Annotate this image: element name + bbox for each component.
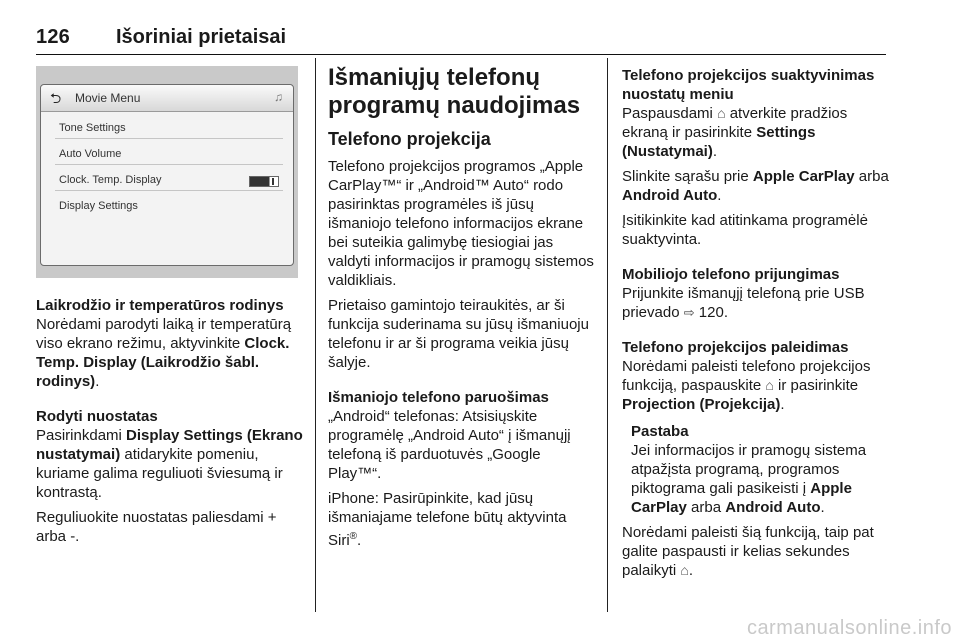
screenshot-menu-item: Tone Settings [55,113,283,139]
ensure-paragraph: Įsitikinkite kad atitinkama programėlė suaktyvinta. [622,212,868,248]
android-paragraph: „Android“ telefonas: Atsisiųskite programėlę „Android Auto“ į išmanųjį telefoną iš parduotuvės „Google Play™“. [328,408,571,482]
launch-heading: Telefono projekcijos paleidimas [622,339,849,356]
back-arrow-icon: ⮌ [50,90,62,106]
clock-temp-paragraph: Norėdami parodyti laiką ir temperatūrą viso ekrano režimu, aktyvinkite Clock. Temp. Display (Laikrodžio šabl. rodinys). [36,316,292,390]
page-number: 126 [36,26,70,48]
screenshot-menu-item: Display Settings [59,200,138,212]
home-icon: ⌂ [680,562,689,578]
toggle-switch-icon [249,176,279,187]
activation-heading: Telefono projekcijos suaktyvinimas nuostatų meniu [622,67,875,103]
home-icon: ⌂ [717,105,726,121]
right-column [622,66,890,580]
screenshot-menu-item: Auto Volume [55,139,283,165]
home-icon: ⌂ [765,377,774,393]
screenshot-titlebar [41,85,293,112]
watermark: carmanualsonline.info [746,617,952,639]
screenshot-menu-title: Movie Menu [75,91,141,105]
display-settings-paragraph: Pasirinkdami Display Settings (Ekrano nustatymai) atidarykite pomeniu, kuriame galima reguliuoti šviesumą ir kontrastą. [36,427,303,501]
display-settings-heading: Rodyti nuostatas [36,408,158,425]
note-block [622,422,890,517]
middle-column [328,64,596,550]
note-title: Pastaba [631,423,689,440]
page-title: Išoriniai prietaisai [116,26,287,48]
activation-paragraph: Paspausdami ⌂ atverkite pradžios ekraną ir pasirinkite Settings (Nustatymai). [622,105,848,160]
compatibility-paragraph: Prietaiso gamintojo teiraukitės, ar ši funkcija suderinama su jūsų išmaniuoju telefonu ir ar ši programa veikia jūsų šalyje. [328,297,589,371]
connect-heading: Mobiliojo telefono prijungimas [622,266,840,283]
page-header [36,14,886,54]
page-reference-arrow-icon: ⇨ [683,305,695,320]
phone-prep-heading: Išmaniojo telefono paruošimas [328,389,549,406]
screenshot-screen [40,84,294,266]
screenshot-menu-item-label: Clock. Temp. Display [59,174,162,186]
adjust-paragraph: Reguliuokite nuostatas paliesdami + arba -. [36,509,277,545]
scroll-paragraph: Slinkite sąrašu prie Apple CarPlay arba Android Auto. [622,168,889,204]
column-divider-2 [607,58,608,612]
section-title: Išmaniųjų telefonų programų naudojimas [328,64,581,119]
movie-menu-screenshot [36,66,298,278]
note-paragraph: Jei informacijos ir pramogų sistema atpažįsta programą, programos piktograma gali pasikeisti į Apple CarPlay arba Android Auto. [631,442,867,516]
left-column [36,296,304,546]
music-note-icon: ♫ [274,90,283,104]
launch-paragraph: Norėdami paleisti telefono projekcijos funkciją, paspauskite ⌂ ir pasirinkite Projection (Projekcija). [622,358,871,413]
section-subtitle: Telefono projekcija [328,129,491,149]
projection-intro-paragraph: Telefono projekcijos programos „Apple CarPlay™“ ir „Android™ Auto“ rodo pasirinktas programėles iš jūsų išmaniojo telefono informacijos ekrane bei suteikia galimybę tiesiogiai jas valdyti informacijos ir pramogų sistemos valdikliais. [328,158,594,289]
connect-paragraph: Prijunkite išmanųjį telefoną prie USB prievado ⇨ 120. [622,285,865,321]
screenshot-menu-item [55,165,283,191]
hold-paragraph: Norėdami paleisti šią funkciją, taip pat galite paspausti ir kelias sekundes palaikyti ⌂. [622,524,874,579]
header-rule [36,54,886,55]
screenshot-menu-list [55,113,283,216]
iphone-paragraph: iPhone: Pasirūpinkite, kad jūsų išmaniajame telefone būtų aktyvinta Siri®. [328,490,567,549]
column-divider-1 [315,58,316,612]
clock-temp-heading: Laikrodžio ir temperatūros rodinys [36,297,284,314]
